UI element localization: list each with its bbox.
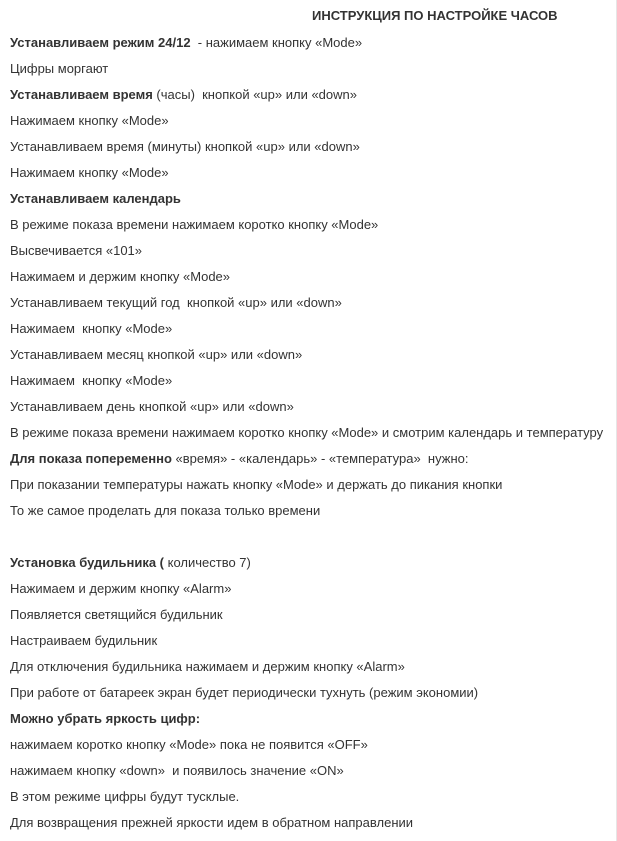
line-bold: Можно убрать яркость цифр: — [10, 711, 201, 726]
line-text: При показании температуры нажать кнопку «Mode» и держать до пикания кнопки — [10, 477, 503, 492]
line-text: Нажимаем кнопку «Mode» — [10, 373, 173, 388]
line-brightness-step — [10, 737, 368, 753]
line-calendar-step — [10, 425, 603, 441]
line-text: - нажимаем кнопку «Mode» — [190, 35, 363, 50]
line-text: То же самое проделать для показа только времени — [10, 503, 321, 518]
line-calendar-step — [10, 373, 172, 389]
line-text: Нажимаем кнопку «Mode» — [10, 321, 173, 336]
line-calendar-step — [10, 217, 378, 233]
page-title-text: ИНСТРУКЦИЯ ПО НАСТРОЙКЕ ЧАСОВ — [312, 8, 558, 23]
line-alarm-step — [10, 633, 157, 649]
line-brightness-step — [10, 789, 239, 805]
line-brightness-step — [10, 763, 344, 779]
line-brightness-step — [10, 815, 413, 831]
line-text: Для отключения будильника нажимаем и держим кнопку «Alarm» — [10, 659, 405, 674]
line-alternate-heading — [10, 451, 468, 467]
line-text: Устанавливаем день кнопкой «up» или «down» — [10, 399, 294, 414]
line-text: количество 7) — [164, 555, 251, 570]
line-calendar-step — [10, 295, 342, 311]
line-text: Нажимаем и держим кнопку «Mode» — [10, 269, 231, 284]
line-text: Устанавливаем текущий год кнопкой «up» или «down» — [10, 295, 342, 310]
line-bold: Устанавливаем режим 24/12 — [10, 35, 191, 50]
line-calendar-step — [10, 347, 302, 363]
line-mode-24-12 — [10, 35, 362, 51]
line-alternate-step — [10, 503, 320, 519]
line-alarm-step — [10, 581, 231, 597]
line-alarm-heading — [10, 555, 251, 571]
line-text: Для возвращения прежней яркости идем в обратном направлении — [10, 815, 414, 830]
line-bold: Устанавливаем время — [10, 87, 153, 102]
line-brightness-heading — [10, 711, 200, 727]
line-digits-blink — [10, 61, 108, 77]
line-text: Цифры моргают — [10, 61, 109, 76]
line-text: (часы) кнопкой «up» или «down» — [152, 87, 357, 102]
line-text: Нажимаем и держим кнопку «Alarm» — [10, 581, 232, 596]
line-text: нажимаем коротко кнопку «Mode» пока не появится «OFF» — [10, 737, 368, 752]
line-calendar-heading — [10, 191, 181, 207]
line-bold: Для показа попеременно — [10, 451, 172, 466]
line-press-mode — [10, 165, 169, 181]
line-text: При работе от батареек экран будет периодически тухнуть (режим экономии) — [10, 685, 479, 700]
line-text: Устанавливаем месяц кнопкой «up» или «down» — [10, 347, 303, 362]
line-text: Устанавливаем время (минуты) кнопкой «up» или «down» — [10, 139, 360, 154]
line-bold: Устанавливаем календарь — [10, 191, 181, 206]
line-set-minutes — [10, 139, 360, 155]
line-calendar-step — [10, 321, 172, 337]
line-press-mode — [10, 113, 169, 129]
line-text: Нажимаем кнопку «Mode» — [10, 165, 169, 180]
line-text: Настраиваем будильник — [10, 633, 158, 648]
line-battery-note — [10, 685, 478, 701]
line-text: Нажимаем кнопку «Mode» — [10, 113, 169, 128]
line-calendar-step — [10, 243, 142, 259]
line-alarm-step — [10, 659, 405, 675]
line-text: нажимаем кнопку «down» и появилось значение «ON» — [10, 763, 344, 778]
line-alarm-step — [10, 607, 223, 623]
line-text: В режиме показа времени нажимаем коротко кнопку «Mode» — [10, 217, 379, 232]
line-bold: Установка будильника ( — [10, 555, 165, 570]
line-calendar-step — [10, 269, 230, 285]
line-text: В режиме показа времени нажимаем коротко кнопку «Mode» и смотрим календарь и температуру — [10, 425, 604, 440]
line-text: «время» - «календарь» - «температура» нужно: — [171, 451, 469, 466]
line-alternate-step — [10, 477, 502, 493]
line-set-hours — [10, 87, 357, 103]
line-text: Высвечивается «101» — [10, 243, 143, 258]
line-text: Появляется светящийся будильник — [10, 607, 223, 622]
line-text: В этом режиме цифры будут тусклые. — [10, 789, 240, 804]
line-calendar-step — [10, 399, 294, 415]
